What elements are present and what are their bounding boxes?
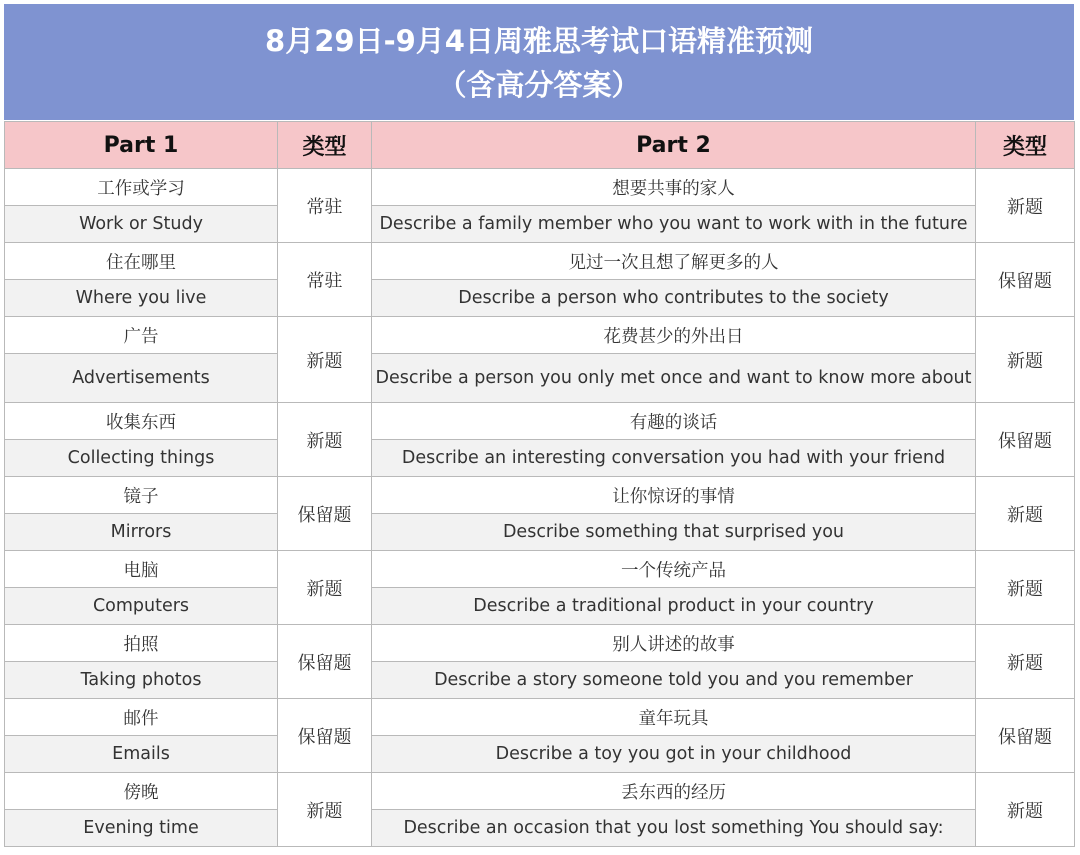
part2-topic-zh: 丢东西的经历	[372, 773, 976, 810]
part1-topic-zh: 住在哪里	[5, 243, 278, 280]
table-row	[5, 662, 1075, 699]
part1-topic-en: Advertisements	[5, 354, 278, 403]
part2-type: 新题	[976, 169, 1075, 243]
part2-topic-zh: 想要共事的家人	[372, 169, 976, 206]
part1-type: 保留题	[278, 477, 372, 551]
table-row	[5, 810, 1075, 847]
table-row	[5, 354, 1075, 403]
part2-topic-en: Describe a person you only met once and want to know more about	[372, 354, 976, 403]
part1-topic-zh: 广告	[5, 317, 278, 354]
part1-topic-en: Mirrors	[5, 514, 278, 551]
part2-topic-zh: 有趣的谈话	[372, 403, 976, 440]
part2-topic-zh: 花费甚少的外出日	[372, 317, 976, 354]
part1-topic-en: Where you live	[5, 280, 278, 317]
title-line-1: 8月29日-9月4日周雅思考试口语精准预测	[265, 24, 813, 58]
header-row	[5, 122, 1075, 169]
table-row	[5, 317, 1075, 354]
table-row	[5, 736, 1075, 773]
table-row	[5, 243, 1075, 280]
header-type1: 类型	[278, 122, 372, 169]
part2-topic-zh: 见过一次且想了解更多的人	[372, 243, 976, 280]
part1-type: 常驻	[278, 243, 372, 317]
table-row	[5, 514, 1075, 551]
header-part2: Part 2	[372, 122, 976, 169]
part2-type: 保留题	[976, 243, 1075, 317]
part1-topic-en: Evening time	[5, 810, 278, 847]
part1-type: 新题	[278, 403, 372, 477]
table-row	[5, 588, 1075, 625]
part1-type: 新题	[278, 551, 372, 625]
part2-type: 保留题	[976, 403, 1075, 477]
part2-type: 新题	[976, 551, 1075, 625]
table-body	[5, 169, 1075, 847]
part1-topic-en: Collecting things	[5, 440, 278, 477]
table-row	[5, 625, 1075, 662]
part1-topic-en: Emails	[5, 736, 278, 773]
part2-topic-zh: 别人讲述的故事	[372, 625, 976, 662]
part2-topic-en: Describe a story someone told you and you remember	[372, 662, 976, 699]
part1-type: 保留题	[278, 699, 372, 773]
part1-topic-zh: 电脑	[5, 551, 278, 588]
table-row	[5, 773, 1075, 810]
part2-topic-zh: 让你惊讶的事情	[372, 477, 976, 514]
part2-topic-en: Describe a traditional product in your country	[372, 588, 976, 625]
part2-topic-en: Describe an occasion that you lost something You should say:	[372, 810, 976, 847]
table-row	[5, 699, 1075, 736]
part1-topic-en: Work or Study	[5, 206, 278, 243]
table-row	[5, 206, 1075, 243]
part1-type: 保留题	[278, 625, 372, 699]
part2-topic-en: Describe something that surprised you	[372, 514, 976, 551]
part1-topic-zh: 拍照	[5, 625, 278, 662]
part2-topic-en: Describe a person who contributes to the society	[372, 280, 976, 317]
part1-topic-en: Computers	[5, 588, 278, 625]
table-row	[5, 169, 1075, 206]
part1-topic-zh: 镜子	[5, 477, 278, 514]
part2-type: 新题	[976, 625, 1075, 699]
part1-type: 新题	[278, 773, 372, 847]
part1-topic-en: Taking photos	[5, 662, 278, 699]
table-row	[5, 551, 1075, 588]
table-row	[5, 477, 1075, 514]
table-row	[5, 440, 1075, 477]
header-part1: Part 1	[5, 122, 278, 169]
part1-type: 常驻	[278, 169, 372, 243]
table-row	[5, 280, 1075, 317]
part2-type: 新题	[976, 773, 1075, 847]
part2-type: 新题	[976, 477, 1075, 551]
forecast-table	[4, 121, 1075, 847]
title-banner	[4, 4, 1074, 120]
part1-topic-zh: 收集东西	[5, 403, 278, 440]
part2-type: 新题	[976, 317, 1075, 403]
table-row	[5, 403, 1075, 440]
title-line-2: （含高分答案）	[437, 68, 641, 102]
part2-topic-zh: 童年玩具	[372, 699, 976, 736]
part1-topic-zh: 傍晚	[5, 773, 278, 810]
part1-topic-zh: 邮件	[5, 699, 278, 736]
header-type2: 类型	[976, 122, 1075, 169]
part2-topic-en: Describe a family member who you want to work with in the future	[372, 206, 976, 243]
part2-topic-en: Describe a toy you got in your childhood	[372, 736, 976, 773]
part2-topic-en: Describe an interesting conversation you had with your friend	[372, 440, 976, 477]
part1-type: 新题	[278, 317, 372, 403]
part2-topic-zh: 一个传统产品	[372, 551, 976, 588]
part1-topic-zh: 工作或学习	[5, 169, 278, 206]
part2-type: 保留题	[976, 699, 1075, 773]
